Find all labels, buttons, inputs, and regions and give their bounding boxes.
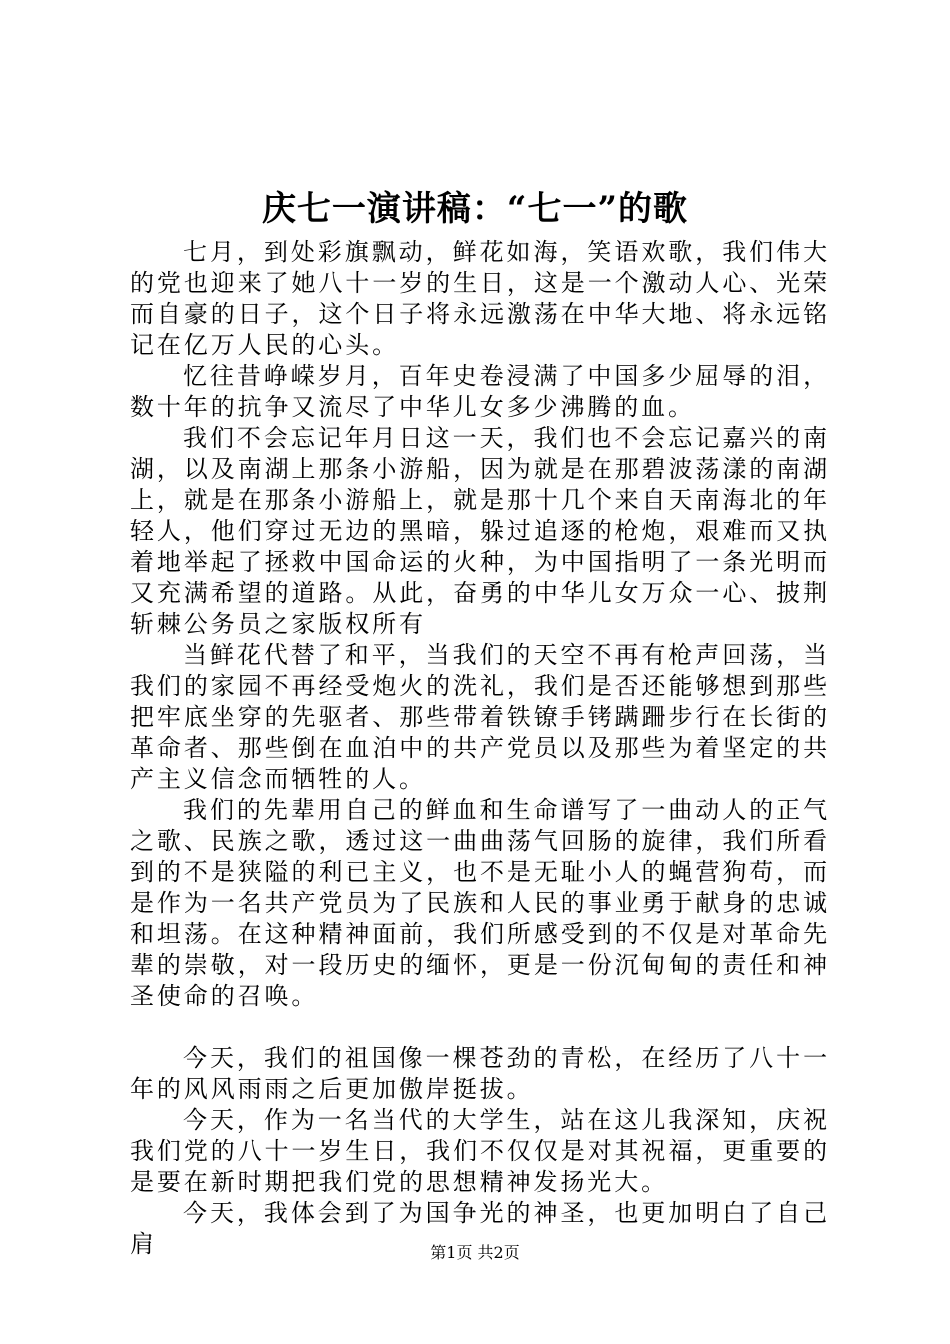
paragraph-4: 当鲜花代替了和平，当我们的天空不再有枪声回荡，当我们的家园不再经受炮火的洗礼，我们是否还能够想到那些把牢底坐穿的先驱者、那些带着铁镣手铐蹒跚步行在长街的革命者、那些倒在血泊中的共产党员以及那些为着坚定的共产主义信念而牺牲的人。 xyxy=(130,641,830,793)
page-number-footer: 第1页 共2页 xyxy=(430,1243,520,1262)
paragraph-1: 七月，到处彩旗飘动，鲜花如海，笑语欢歌，我们伟大的党也迎来了她八十一岁的生日，这是一个激动人心、光荣而自豪的日子，这个日子将永远激荡在中华大地、将永远铭记在亿万人民的心头。 xyxy=(130,238,830,359)
paragraph-3: 我们不会忘记年月日这一天，我们也不会忘记嘉兴的南湖，以及南湖上那条小游船，因为就是在那碧波荡漾的南湖上，就是在那条小游船上，就是那十几个来自天南海北的年轻人，他们穿过无边的黑暗，躲过追逐的枪炮，艰难而又执着地举起了拯救中国命运的火种，为中国指明了一条光明而又充满希望的道路。从此，奋勇的中华儿女万众一心、披荆斩棘公务员之家版权所有 xyxy=(130,424,830,638)
paragraph-6: 今天，我们的祖国像一棵苍劲的青松，在经历了八十一年的风风雨雨之后更加傲岸挺拔。 xyxy=(130,1044,830,1103)
document-title: 庆七一演讲稿：“七一”的歌 xyxy=(261,189,689,229)
document-body xyxy=(130,237,830,1260)
paragraph-8: 今天，我体会到了为国争光的神圣，也更加明白了自己肩 xyxy=(130,1199,830,1258)
paragraph-5: 我们的先辈用自己的鲜血和生命谱写了一曲动人的正气之歌、民族之歌，透过这一曲曲荡气回肠的旋律，我们所看到的不是狭隘的利已主义，也不是无耻小人的蝇营狗苟，而是作为一名共产党员为了民族和人民的事业勇于献身的忠诚和坦荡。在这种精神面前，我们所感受到的不仅是对革命先辈的崇敬，对一段历史的缅怀，更是一份沉甸甸的责任和神圣使命的召唤。 xyxy=(130,796,830,1010)
paragraph-2: 忆往昔峥嵘岁月，百年史卷浸满了中国多少屈辱的泪，数十年的抗争又流尽了中华儿女多少沸腾的血。 xyxy=(130,362,830,421)
paragraph-7: 今天，作为一名当代的大学生，站在这儿我深知，庆祝我们党的八十一岁生日，我们不仅仅是对其祝福，更重要的是要在新时期把我们党的思想精神发扬光大。 xyxy=(130,1106,830,1196)
